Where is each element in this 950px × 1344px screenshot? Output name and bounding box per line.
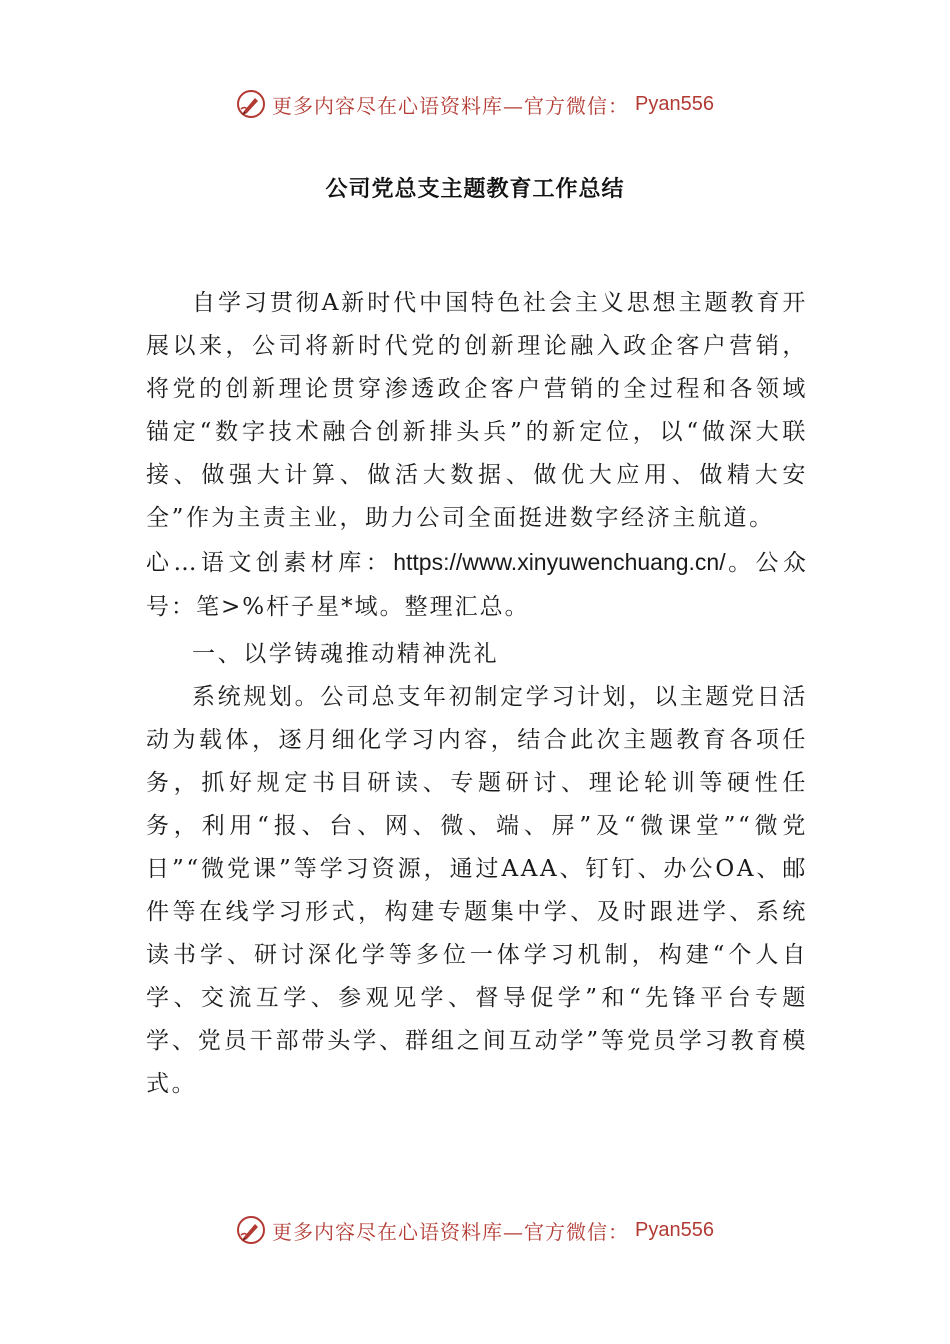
source-note-suffix: 。公众号：笔>%杆子星*域。整理汇总。 (146, 550, 809, 620)
footer-banner (0, 1210, 950, 1250)
pen-logo-icon (236, 1215, 266, 1245)
section-heading: 一、以学铸魂推动精神洗礼 (192, 641, 500, 667)
banner-wechat-handle: Pyan556 (635, 92, 714, 115)
paragraph-system-planning: 系统规划。公司总支年初制定学习计划，以主题党日活动为载体，逐月细化学习内容，结合此次主题教育各项任务，抓好规定书目研读、专题研讨、理论轮训等硬性任务，利用“报、台、网、微、端、屏”及“微课堂”“微党日”“微党课”等学习资源，通过AAA、钉钉、办公OA、邮件等在线学习形式，构建专题集中学、及时跟进学、系统读书学、研讨深化学等多位一体学习机制，构建“个人自学、交流互学、参观见学、督导促学”和“先锋平台专题学、党员干部带头学、群组之间互动学”等党员学习教育模式。 (146, 684, 808, 1097)
source-note-url: https://www.xinyuwenchuang.cn/ (393, 549, 726, 575)
paragraph-intro: 自学习贯彻A新时代中国特色社会主义思想主题教育开展以来，公司将新时代党的创新理论融入政企客户营销，将党的创新理论贯穿渗透政企客户营销的全过程和各领域锚定“数字技术融合创新排头兵”的新定位，以“做深大联接、做强大计算、做活大数据、做优大应用、做精大安全”作为主责主业，助力公司全面挺进数字经济主航道。 (146, 290, 808, 531)
source-note (146, 540, 808, 629)
pen-logo-icon (236, 89, 266, 119)
banner-wechat-handle: Pyan556 (635, 1218, 714, 1241)
banner-text: 更多内容尽在心语资料库—官方微信： (272, 93, 630, 118)
document-body (146, 282, 808, 1106)
banner-text: 更多内容尽在心语资料库—官方微信： (272, 1219, 630, 1244)
document-title: 公司党总支主题教育工作总结 (325, 177, 625, 202)
source-note-prefix: 心…语文创素材库： (146, 550, 394, 576)
header-banner (0, 84, 950, 124)
